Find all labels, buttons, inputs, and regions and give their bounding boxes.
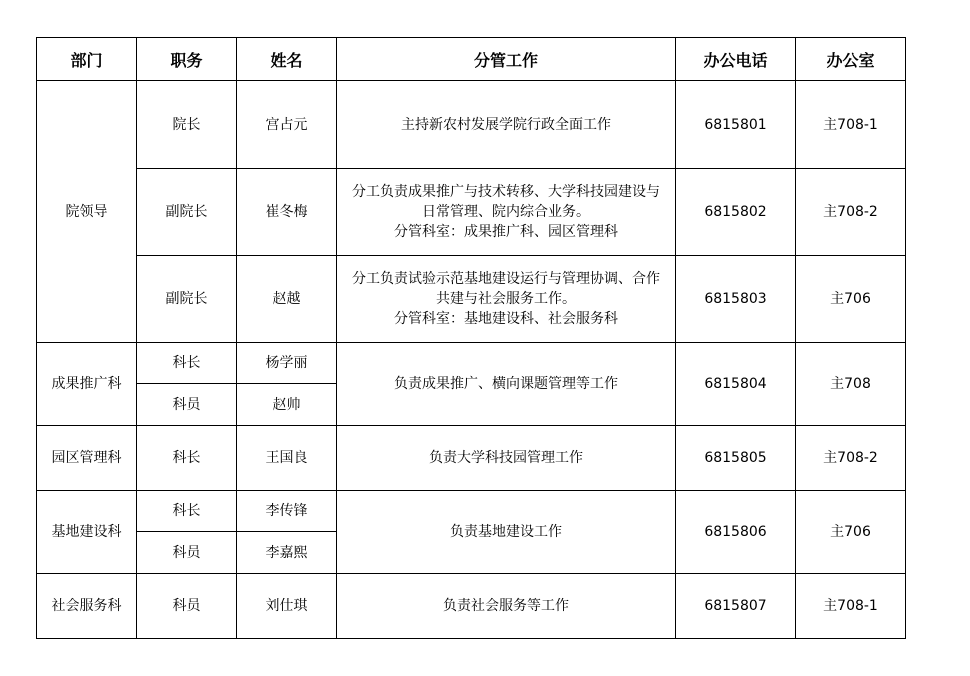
office-cell: 主708-1 — [796, 81, 906, 169]
position-cell: 科员 — [137, 574, 237, 639]
duties-cell — [337, 169, 676, 256]
duty-line: 共建与社会服务工作。 — [436, 291, 576, 307]
header-name: 姓名 — [237, 38, 337, 81]
header-dept: 部门 — [37, 38, 137, 81]
dept-cell: 院领导 — [37, 81, 137, 343]
office-cell: 主706 — [796, 491, 906, 574]
office-cell: 主708-2 — [796, 169, 906, 256]
duties-cell — [337, 256, 676, 343]
name-cell: 赵越 — [237, 256, 337, 343]
office-cell: 主706 — [796, 256, 906, 343]
name-cell: 刘仕琪 — [237, 574, 337, 639]
table-row — [37, 169, 906, 256]
phone-cell: 6815801 — [676, 81, 796, 169]
name-cell: 杨学丽 — [237, 343, 337, 384]
header-duties: 分管工作 — [337, 38, 676, 81]
duty-line: 负责成果推广、横向课题管理等工作 — [394, 376, 618, 392]
staff-table — [36, 37, 906, 639]
office-cell: 主708 — [796, 343, 906, 426]
duty-line: 负责社会服务等工作 — [443, 598, 569, 614]
name-cell: 赵帅 — [237, 384, 337, 426]
phone-cell: 6815807 — [676, 574, 796, 639]
duties-cell — [337, 426, 676, 491]
name-cell: 李嘉熙 — [237, 532, 337, 574]
position-cell: 副院长 — [137, 169, 237, 256]
header-phone: 办公电话 — [676, 38, 796, 81]
phone-cell: 6815802 — [676, 169, 796, 256]
duties-cell — [337, 574, 676, 639]
dept-cell: 成果推广科 — [37, 343, 137, 426]
duties-cell — [337, 81, 676, 169]
name-cell: 王国良 — [237, 426, 337, 491]
name-cell: 崔冬梅 — [237, 169, 337, 256]
duty-line: 负责大学科技园管理工作 — [429, 450, 583, 466]
phone-cell: 6815805 — [676, 426, 796, 491]
duties-cell — [337, 491, 676, 574]
duty-line: 分工负责成果推广与技术转移、大学科技园建设与 — [352, 184, 660, 200]
duty-line: 分管科室：成果推广科、园区管理科 — [394, 224, 618, 240]
name-cell: 李传锋 — [237, 491, 337, 532]
position-cell: 科长 — [137, 491, 237, 532]
position-cell: 院长 — [137, 81, 237, 169]
dept-cell: 基地建设科 — [37, 491, 137, 574]
position-cell: 科员 — [137, 532, 237, 574]
header-position: 职务 — [137, 38, 237, 81]
table-row — [37, 491, 906, 532]
duty-line: 分管科室：基地建设科、社会服务科 — [394, 311, 618, 327]
header-row — [37, 38, 906, 81]
phone-cell: 6815806 — [676, 491, 796, 574]
position-cell: 科员 — [137, 384, 237, 426]
duty-line: 主持新农村发展学院行政全面工作 — [401, 116, 611, 133]
duty-line: 日常管理、院内综合业务。 — [422, 204, 590, 220]
dept-cell: 园区管理科 — [37, 426, 137, 491]
duties-cell — [337, 343, 676, 426]
duty-line: 负责基地建设工作 — [450, 524, 562, 540]
table-row — [37, 574, 906, 639]
position-cell: 科长 — [137, 426, 237, 491]
table-row — [37, 256, 906, 343]
phone-cell: 6815803 — [676, 256, 796, 343]
table-row — [37, 343, 906, 384]
dept-cell: 社会服务科 — [37, 574, 137, 639]
table-row — [37, 81, 906, 169]
table-row — [37, 426, 906, 491]
position-cell: 副院长 — [137, 256, 237, 343]
header-office: 办公室 — [796, 38, 906, 81]
office-cell: 主708-1 — [796, 574, 906, 639]
duty-line: 分工负责试验示范基地建设运行与管理协调、合作 — [352, 271, 660, 287]
phone-cell: 6815804 — [676, 343, 796, 426]
name-cell: 宫占元 — [237, 81, 337, 169]
office-cell: 主708-2 — [796, 426, 906, 491]
position-cell: 科长 — [137, 343, 237, 384]
